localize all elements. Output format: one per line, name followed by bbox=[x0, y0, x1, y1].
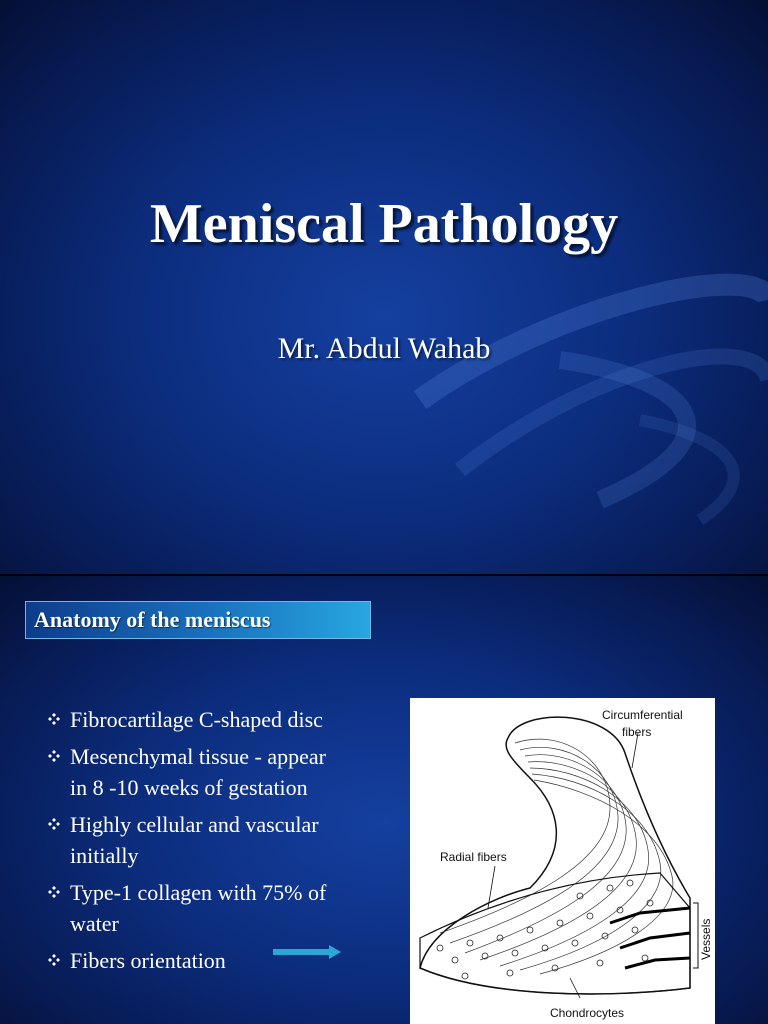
section-header bbox=[25, 601, 371, 639]
bullet-text: Fibrocartilage C-shaped disc bbox=[70, 707, 323, 732]
bullet-text: water bbox=[70, 911, 119, 936]
right-arrow-icon bbox=[273, 944, 343, 960]
label-chondrocytes: Chondrocytes bbox=[550, 1006, 625, 1020]
presenter-name: Mr. Abdul Wahab bbox=[277, 332, 491, 365]
four-diamond-bullet-icon bbox=[48, 818, 60, 830]
meniscus-diagram bbox=[410, 698, 715, 1024]
label-radial-fibers: Radial fibers bbox=[440, 850, 507, 864]
four-diamond-bullet-icon bbox=[48, 750, 60, 762]
bullet-item bbox=[48, 741, 368, 803]
bullet-item bbox=[48, 809, 368, 871]
bullet-list bbox=[48, 704, 368, 982]
label-vessels: Vessels bbox=[699, 918, 713, 960]
bullet-text: in 8 -10 weeks of gestation bbox=[70, 775, 308, 800]
bullet-text: Highly cellular and vascular bbox=[70, 812, 319, 837]
label-circumferential-line2: fibers bbox=[622, 725, 652, 739]
four-diamond-bullet-icon bbox=[48, 713, 60, 725]
four-diamond-bullet-icon bbox=[48, 886, 60, 898]
bullet-text: initially bbox=[70, 843, 139, 868]
bullet-text: Fibers orientation bbox=[70, 948, 226, 973]
slide-title: Meniscal Pathology bbox=[149, 193, 619, 255]
bullet-text: Type-1 collagen with 75% of bbox=[70, 880, 327, 905]
section-header-text: Anatomy of the meniscus bbox=[34, 607, 271, 632]
label-circumferential-line1: Circumferential bbox=[602, 708, 683, 722]
anatomy-slide bbox=[0, 576, 768, 1024]
four-diamond-bullet-icon bbox=[48, 954, 60, 966]
bullet-item bbox=[48, 704, 368, 735]
bullet-item bbox=[48, 877, 368, 939]
bullet-text: Mesenchymal tissue - appear bbox=[70, 744, 326, 769]
